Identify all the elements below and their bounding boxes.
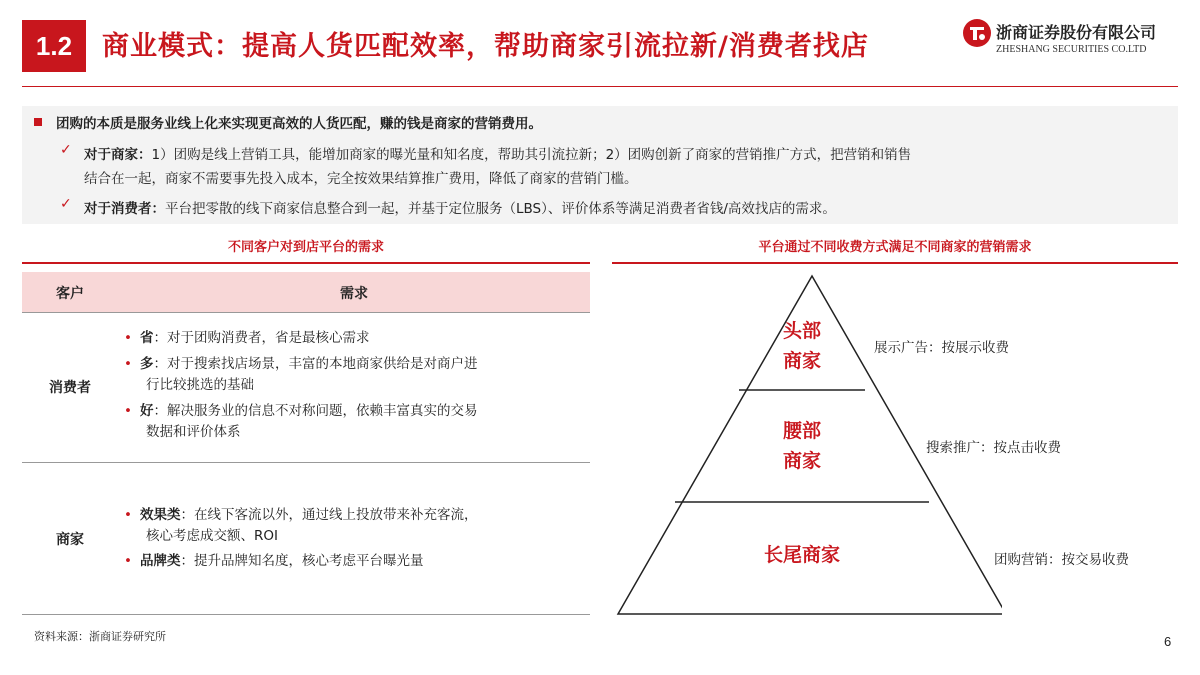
need-text: ：在线下客流以外，通过线上投放带来补充客流， <box>180 507 478 523</box>
tier-top-label <box>752 316 852 376</box>
fee-group-buying: 团购营销：按交易收费 <box>994 552 1129 568</box>
need-item: • 效果类：在线下客流以外，通过线上投放带来补充客流， 核心考虑成交额、ROI <box>124 505 584 547</box>
check-icon: ✓ <box>60 142 72 158</box>
need-label: 省 <box>139 330 154 346</box>
need-text: ：解决服务业的信息不对称问题，依赖丰富真实的交易 <box>153 403 478 419</box>
logo-english-name: ZHESHANG SECURITIES CO.LTD <box>996 44 1147 55</box>
table-divider <box>22 312 590 313</box>
page-title: 商业模式：提高人货匹配效率，帮助商家引流拉新/消费者找店 <box>102 31 869 62</box>
left-title-rule <box>22 262 590 264</box>
table-bottom-rule <box>22 614 590 615</box>
need-label: 效果类 <box>139 507 181 523</box>
col-header-need: 需求 <box>340 286 368 302</box>
row-customer-merchant: 商家 <box>56 532 84 548</box>
right-title-rule <box>612 262 1178 264</box>
tier-middle-line-2: 商家 <box>782 450 821 472</box>
consumer-label: 对于消费者： <box>84 201 165 217</box>
need-item: • 多：对于搜索找店场景，丰富的本地商家供给是对商户进 行比较挑选的基础 <box>124 354 584 396</box>
tier-middle-line-1: 腰部 <box>782 420 821 442</box>
table-divider <box>22 462 590 463</box>
tier-bottom-label: 长尾商家 <box>763 544 840 566</box>
need-text-continued: 核心考虑成交额、ROI <box>146 528 278 544</box>
merchant-label: 对于商家： <box>84 147 152 163</box>
table-header <box>22 272 590 312</box>
header-divider <box>22 86 1178 87</box>
row-customer-consumer: 消费者 <box>49 380 91 396</box>
tier-middle-label <box>752 416 852 476</box>
section-number-badge: 1.2 <box>22 20 86 72</box>
need-text-continued: 行比较挑选的基础 <box>146 377 254 393</box>
need-text: ：提升品牌知名度，核心考虑平台曝光量 <box>180 553 424 569</box>
page-number: 6 <box>1164 634 1172 649</box>
summary-consumer-line <box>84 197 836 217</box>
summary-box <box>22 106 1178 224</box>
right-panel-title: 平台通过不同收费方式满足不同商家的营销需求 <box>758 240 1032 255</box>
source-note: 资料来源：浙商证券研究所 <box>34 630 166 643</box>
check-icon: ✓ <box>60 196 72 212</box>
need-label: 多 <box>139 356 154 372</box>
need-item: • 省：对于团购消费者，省是最核心需求 <box>124 330 370 346</box>
need-item: • 好：解决服务业的信息不对称问题，依赖丰富真实的交易 数据和评价体系 <box>124 401 584 443</box>
tier-top-line-2: 商家 <box>782 350 821 372</box>
logo-mark-icon <box>962 18 992 48</box>
logo-chinese-name: 浙商证券股份有限公司 <box>996 23 1157 42</box>
consumer-text: 平台把零散的线下商家信息整合到一起，并基于定位服务（LBS）、评价体系等满足消费者省钱/高效找店的需求。 <box>165 201 836 217</box>
col-header-customer: 客户 <box>56 286 84 302</box>
need-label: 品牌类 <box>139 553 181 569</box>
summary-merchant-line-1 <box>84 143 911 163</box>
fee-display-ads: 展示广告：按展示收费 <box>874 340 1009 356</box>
square-bullet-icon <box>34 118 42 126</box>
company-logo <box>962 18 1182 64</box>
need-text-continued: 数据和评价体系 <box>146 424 241 440</box>
tier-top-line-1: 头部 <box>782 320 821 342</box>
summary-merchant-line-2: 结合在一起，商家不需要事先投入成本，完全按效果结算推广费用，降低了商家的营销门槛。 <box>84 171 638 187</box>
need-text: ：对于团购消费者，省是最核心需求 <box>153 330 370 346</box>
summary-main-point: 团购的本质是服务业线上化来实现更高效的人货匹配，赚的钱是商家的营销费用。 <box>56 116 542 132</box>
need-label: 好 <box>139 403 154 419</box>
need-item: • 品牌类：提升品牌知名度，核心考虑平台曝光量 <box>124 553 424 569</box>
fee-search-ads: 搜索推广：按点击收费 <box>926 440 1061 456</box>
merchant-text-1: 1）团购是线上营销工具，能增加商家的曝光量和知名度，帮助其引流拉新；2）团购创新了商家的营销推广方式，把营销和销售 <box>151 147 912 163</box>
need-text: ：对于搜索找店场景，丰富的本地商家供给是对商户进 <box>153 356 478 372</box>
left-panel-title: 不同客户对到店平台的需求 <box>227 240 384 255</box>
